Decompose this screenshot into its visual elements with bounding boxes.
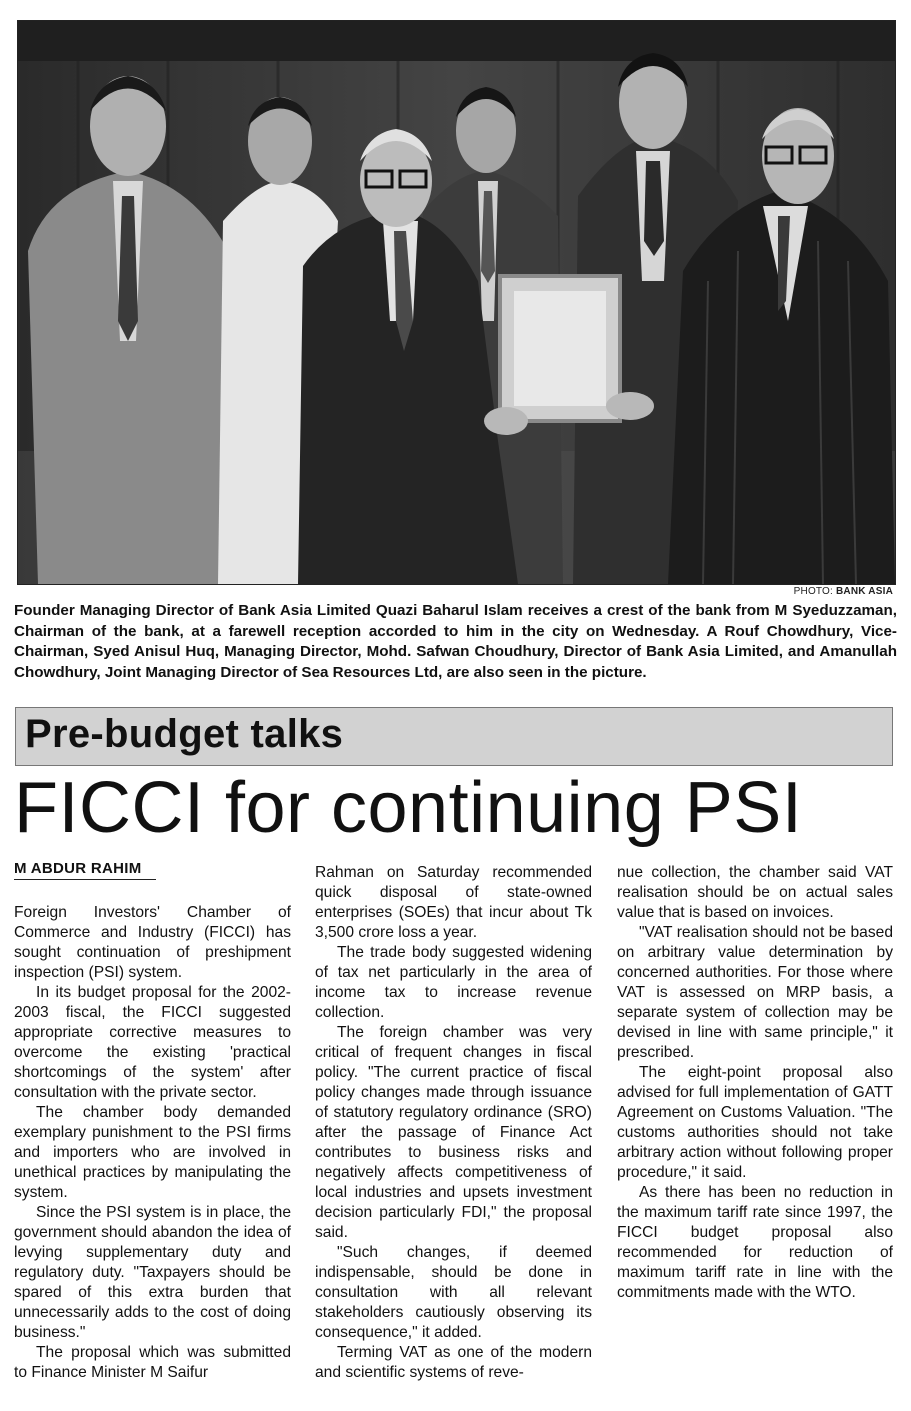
paragraph: "VAT realisation should not be based on arbitrary value determination by concerned authorities. For those where VAT is assessed on MRP basis, a separate system of collection may be devised in line with same principle," it prescribed. — [617, 924, 893, 1061]
article-column-2 — [315, 863, 592, 1383]
photo-credit — [794, 586, 893, 597]
group-photo-illustration — [18, 21, 895, 584]
paragraph: Terming VAT as one of the modern and scientific systems of reve- — [315, 1344, 592, 1381]
article-column-3 — [617, 863, 893, 1303]
paragraph: Foreign Investors' Chamber of Commerce and Industry (FICCI) has sought continuation of preshipment inspection (PSI) system. — [14, 904, 291, 981]
article-column-1 — [14, 903, 291, 1383]
byline: M ABDUR RAHIM — [14, 860, 156, 880]
paragraph: In its budget proposal for the 2002-2003 fiscal, the FICCI suggested appropriate corrective measures to overcome the existing 'practical shortcomings of the system' after consultation with the private sector. — [14, 984, 291, 1101]
photo-credit-source: BANK ASIA — [836, 586, 893, 597]
photo-credit-prefix: PHOTO: — [793, 586, 834, 597]
paragraph: The trade body suggested widening of tax net particularly in the area of income tax to increase revenue collection. — [315, 944, 592, 1021]
paragraph: The foreign chamber was very critical of frequent changes in fiscal policy. "The current practice of fiscal policy changes made through issuance of statutory regulatory ordinance (SRO) after the passage of Finance Act contributes to business risks and negatively affects competitiveness of local industries and upsets investment decision particularly FDI," the proposal said. — [315, 1024, 592, 1241]
photo-caption: Founder Managing Director of Bank Asia Limited Quazi Baharul Islam receives a crest of the bank from M Syeduzzaman, Chairman of the bank, at a farewell reception accorded to him in the city on Wednesday. A Rouf Chowdhury, Vice-Chairman, Syed Anisul Huq, Managing Director, Mohd. Safwan Choudhury, Director of Bank Asia Limited, and Amanullah Chowdhury, Joint Managing Director of Sea Resources Ltd, are also seen in the picture. — [14, 602, 897, 681]
kicker-banner — [15, 707, 893, 766]
kicker-title: Pre-budget talks — [25, 712, 344, 756]
paragraph: nue collection, the chamber said VAT realisation should be on actual sales value that is based on invoices. — [617, 864, 893, 921]
paragraph: The eight-point proposal also advised for full implementation of GATT Agreement on Customs Valuation. "The customs authorities should not take arbitrary action without following proper procedure," it said. — [617, 1064, 893, 1181]
paragraph: As there has been no reduction in the maximum tariff rate since 1997, the FICCI budget proposal also recommended for reduction of maximum tariff rate in line with the commitments made with the WTO. — [617, 1184, 893, 1301]
paragraph: "Such changes, if deemed indispensable, should be done in consultation with all relevant stakeholders cautiously observing its consequence," it added. — [315, 1244, 592, 1341]
paragraph: Since the PSI system is in place, the government should abandon the idea of levying supplementary duty and regulatory duty. "Taxpayers should be spared of this extra burden that unnecessarily adds to the cost of doing business." — [14, 1204, 291, 1341]
article-headline: FICCI for continuing PSI — [14, 768, 803, 848]
paragraph: Rahman on Saturday recommended quick disposal of state-owned enterprises (SOEs) that incur about Tk 3,500 crore loss a year. — [315, 864, 592, 941]
news-photo — [17, 20, 896, 585]
paragraph: The proposal which was submitted to Finance Minister M Saifur — [14, 1344, 291, 1381]
paragraph: The chamber body demanded exemplary punishment to the PSI firms and importers who are involved in unethical practices by manipulating the system. — [14, 1104, 291, 1201]
